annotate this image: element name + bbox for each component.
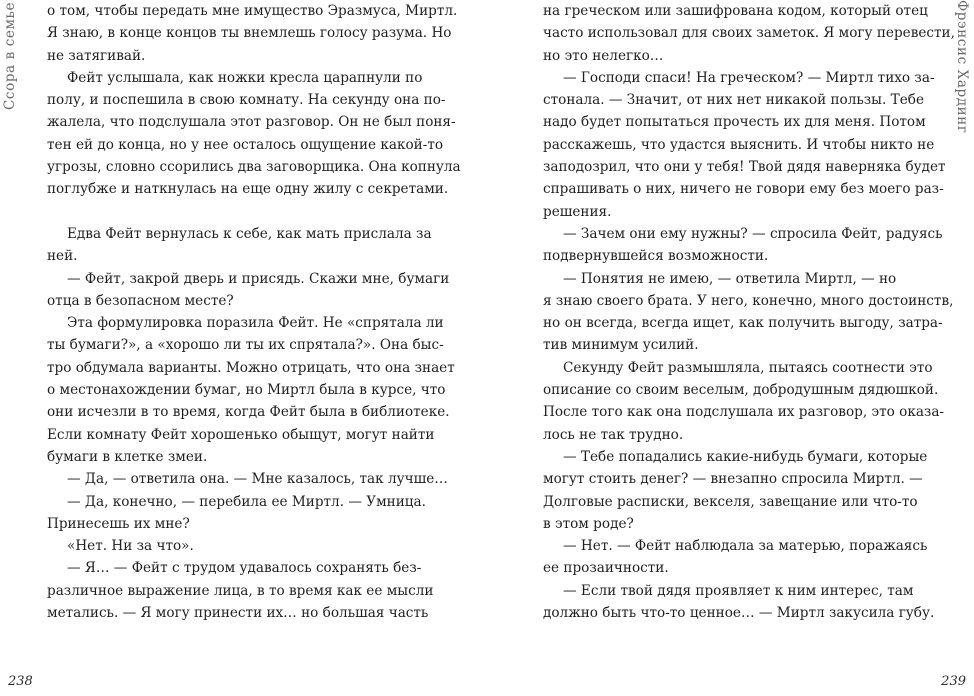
text-line: Эта формулировка поразила Фейт. Не «спрятала ли <box>67 315 444 332</box>
text-line: но это нелегко… <box>543 47 664 64</box>
text-line: в этом роде? <box>543 515 634 532</box>
text-line: — Понятия не имею, — ответила Миртл, — но <box>563 270 897 287</box>
text-line: — Если твой дядя проявляет к ним интерес, там <box>563 582 914 599</box>
text-line: поглубже и наткнулась на еще одну жилу с секретами. <box>47 181 449 198</box>
text-line: они исчезли в то время, когда Фейт была в библиотеке. <box>47 404 450 421</box>
text-line: Долговые расписки, векселя, завещание или что-то <box>543 493 918 510</box>
text-line: но он всегда, всегда ищет, как получить выгоду, затра- <box>543 315 943 332</box>
text-line: стонала. — Значит, от них нет никакой пользы. Тебе <box>543 92 924 109</box>
left-running-head: Ссора в семье <box>2 1 18 110</box>
text-line: должно быть что-то ценное… — Миртл закусила губу. <box>543 605 935 622</box>
text-line: ты бумаги?», а «хорошо ли ты их спрятала?». Она быс- <box>47 337 444 354</box>
text-line: — Зачем они ему нужны? — спросила Фейт, радуясь <box>563 225 943 242</box>
text-line: описание со своим веселым, добродушным дядюшкой. <box>543 382 939 399</box>
text-line: о том, чтобы передать мне имущество Эразмуса, Миртл. <box>47 3 458 19</box>
text-line: — Фейт, закрой дверь и присядь. Скажи мне, бумаги <box>67 270 450 287</box>
text-line: заподозрил, что они у тебя! Твой дядя наверняка будет <box>543 159 946 176</box>
text-line: — Да, — ответила она. — Мне казалось, так лучше… <box>67 471 448 488</box>
text-line: решения. <box>543 203 612 220</box>
text-line: — Тебе попадались какие-нибудь бумаги, которые <box>563 448 928 465</box>
text-line: — Нет. — Фейт наблюдала за матерью, поражаясь <box>563 538 928 555</box>
left-page-text <box>47 0 461 624</box>
text-line: спрашивать о них, ничего не говори ему без моего раз- <box>543 181 944 198</box>
text-line: лось не так трудно. <box>543 426 684 443</box>
text-line: ней. <box>47 248 78 265</box>
right-page <box>487 0 974 696</box>
text-line: тен ей до конца, но у нее осталось ощущение какой-то <box>47 136 444 153</box>
text-line: жалела, что подслушала этот разговор. Он не был поня- <box>47 114 456 131</box>
text-line: тро обдумала варианты. Можно отрицать, что она знает <box>47 359 455 376</box>
text-line: — Да, конечно, — перебила ее Миртл. — Умница. <box>67 493 426 510</box>
text-line: Я знаю, в конце концов ты внемлешь голосу разума. Но <box>47 25 452 42</box>
text-line: «Нет. Ни за что». <box>67 538 194 555</box>
text-line: надо будет попытаться прочесть их для меня. Потом <box>543 114 926 131</box>
text-line: метались. — Я могу принести их… но большая часть <box>47 605 429 622</box>
text-line: различное выражение лица, в то время как ее мысли <box>47 582 434 599</box>
text-line: часто использовал для своих заметок. Я могу перевести, <box>543 25 955 42</box>
text-line: на греческом или зашифрована кодом, который отец <box>543 3 928 19</box>
text-line: могут стоить денег? — внезапно спросила Миртл. — <box>543 471 923 488</box>
right-page-number: 239 <box>941 674 966 689</box>
text-line: Фейт услышала, как ножки кресла царапнули по <box>67 69 423 86</box>
text-line: угрозы, словно ссорились два заговорщика. Она копнула <box>47 159 461 176</box>
text-line: — Господи спаси! На греческом? — Миртл тихо за- <box>563 69 935 86</box>
text-line: не затягивай. <box>47 47 146 64</box>
text-line: Если комнату Фейт хорошенько обыщут, могут найти <box>47 426 435 443</box>
right-running-head: Фрэнсис Хардинг <box>954 0 970 134</box>
text-line: После того как она подслушала их разговор, это оказа- <box>543 404 945 421</box>
text-line: ее прозаичности. <box>543 560 669 577</box>
left-page-number: 238 <box>8 674 33 689</box>
text-line: полу, и поспешила в свою комнату. На секунду она по- <box>47 92 446 109</box>
text-line: Принесешь их мне? <box>47 515 190 532</box>
text-line: — Я… — Фейт с трудом удавалось сохранять без- <box>67 560 422 577</box>
text-line: о местонахождении бумаг, но Миртл была в курсе, что <box>47 382 446 399</box>
text-line: Секунду Фейт размышляла, пытаясь соотнести это <box>563 359 933 376</box>
text-line: я знаю своего брата. У него, конечно, много достоинств, <box>543 292 954 309</box>
text-line: Едва Фейт вернулась к себе, как мать прислала за <box>67 225 432 242</box>
text-line <box>47 201 431 223</box>
text-line: бумаги в клетке змеи. <box>47 448 208 465</box>
text-line: подвернувшейся возможности. <box>543 248 769 265</box>
text-line: отца в безопасном месте? <box>47 292 234 309</box>
right-page-text <box>543 0 955 624</box>
text-line: расскажешь, что удастся выяснить. И чтобы никто не <box>543 136 935 153</box>
text-line: тив минимум усилий. <box>543 337 699 354</box>
